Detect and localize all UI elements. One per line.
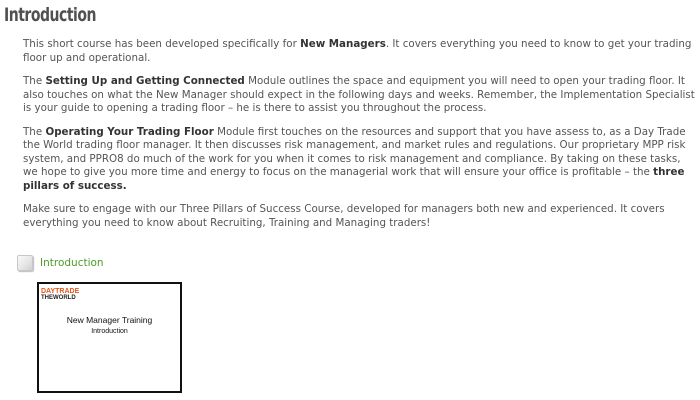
daytrade-logo: DAYTRADE THEWORLD bbox=[41, 288, 80, 301]
presentation-thumbnail[interactable] bbox=[37, 282, 182, 393]
three-pillars-paragraph: Make sure to engage with our Three Pillars of Success Course, developed for managers both new and experienced. It covers everything you need to know about Recruiting, Training and Managing traders! bbox=[23, 203, 665, 229]
activity-item-introduction[interactable] bbox=[17, 255, 104, 271]
thumbnail-title: New Manager Training bbox=[66, 315, 153, 325]
thumbnail-subtitle: Introduction bbox=[91, 328, 128, 335]
course-description bbox=[23, 38, 695, 240]
emphasis-operating-module: Operating Your Trading Floor bbox=[45, 125, 214, 138]
emphasis-new-managers: New Managers bbox=[300, 38, 386, 50]
activity-link-introduction[interactable]: Introduction bbox=[40, 257, 104, 269]
intro-paragraph: This short course has been developed specifically for New Managers. It covers everything you need to know to get your trading floor up and operational. bbox=[23, 38, 692, 64]
setup-module-paragraph: The Setting Up and Getting Connected Module outlines the space and equipment you will need to open your trading floor. It also touches on what the New Manager should expect in the following days and weeks. Remember, the Implementation Specialist is your guide to opening a trading floor – he is there to assist you throughout the process. bbox=[23, 75, 695, 114]
emphasis-three-pillars: three pillars of success. bbox=[23, 166, 685, 192]
emphasis-setup-module: Setting Up and Getting Connected bbox=[45, 75, 245, 87]
page-title: Introduction bbox=[4, 4, 96, 26]
operating-module-paragraph: The Operating Your Trading Floor Module first touches on the resources and support that you have assess to, as a Day Trade the World trading floor manager. It then discusses risk management, and market rules and regulations. Our proprietary MPP risk system, and PPRO8 do much of the work for you when it comes to risk management and compliance. By taking on these tasks, we hope to give you more time and energy to focus on the managerial work that will ensure your office is profitable – the three pillars of success. bbox=[23, 125, 686, 192]
document-icon bbox=[17, 255, 33, 271]
